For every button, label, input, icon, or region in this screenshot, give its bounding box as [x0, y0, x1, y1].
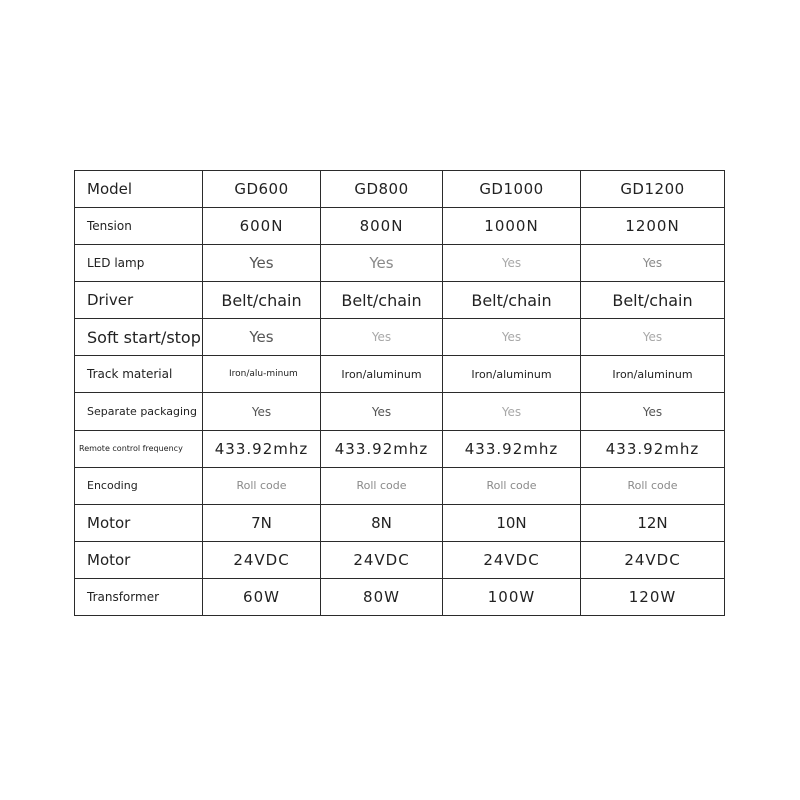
- value-cell: Belt/chain: [443, 282, 581, 319]
- value-cell: Iron/aluminum: [443, 356, 581, 393]
- row-label-cell: Track material: [75, 356, 203, 393]
- value-cell: Yes: [321, 319, 443, 356]
- table-row: [75, 356, 725, 393]
- value-cell: Yes: [581, 393, 725, 430]
- table-row: [75, 393, 725, 430]
- row-label-cell: Tension: [75, 208, 203, 245]
- value-cell: Yes: [581, 319, 725, 356]
- value-cell: 10N: [443, 504, 581, 541]
- value-cell: Yes: [203, 319, 321, 356]
- value-cell: 60W: [203, 578, 321, 615]
- row-label-cell: LED lamp: [75, 245, 203, 282]
- value-cell: Yes: [203, 393, 321, 430]
- value-cell: Roll code: [581, 467, 725, 504]
- row-label-cell: Driver: [75, 282, 203, 319]
- spec-table: [74, 170, 725, 616]
- model-cell: GD800: [321, 171, 443, 208]
- value-cell: Iron/aluminum: [581, 356, 725, 393]
- row-label-cell: Remote control frequency: [75, 430, 203, 467]
- value-cell: 24VDC: [203, 541, 321, 578]
- row-label-cell: Motor: [75, 504, 203, 541]
- value-cell: Yes: [443, 319, 581, 356]
- row-label-cell: Transformer: [75, 578, 203, 615]
- value-cell: 1000N: [443, 208, 581, 245]
- row-label-cell: Motor: [75, 541, 203, 578]
- value-cell: Roll code: [443, 467, 581, 504]
- header-label-cell: Model: [75, 171, 203, 208]
- value-cell: 24VDC: [443, 541, 581, 578]
- value-cell: Belt/chain: [321, 282, 443, 319]
- table-header-row: [75, 171, 725, 208]
- row-label-cell: Encoding: [75, 467, 203, 504]
- value-cell: 7N: [203, 504, 321, 541]
- value-cell: Yes: [443, 393, 581, 430]
- value-cell: 600N: [203, 208, 321, 245]
- value-cell: 24VDC: [321, 541, 443, 578]
- value-cell: 100W: [443, 578, 581, 615]
- value-cell: 1200N: [581, 208, 725, 245]
- value-cell: Yes: [443, 245, 581, 282]
- value-cell: 433.92mhz: [321, 430, 443, 467]
- value-cell: Yes: [321, 245, 443, 282]
- value-cell: 24VDC: [581, 541, 725, 578]
- value-cell: Roll code: [321, 467, 443, 504]
- value-cell: Belt/chain: [203, 282, 321, 319]
- model-cell: GD600: [203, 171, 321, 208]
- value-cell: 433.92mhz: [203, 430, 321, 467]
- value-cell: Yes: [203, 245, 321, 282]
- row-label-cell: Separate packaging: [75, 393, 203, 430]
- value-cell: Iron/alu-minum: [203, 356, 321, 393]
- value-cell: 8N: [321, 504, 443, 541]
- value-cell: 800N: [321, 208, 443, 245]
- table-row: [75, 282, 725, 319]
- model-cell: GD1000: [443, 171, 581, 208]
- table-row: [75, 541, 725, 578]
- value-cell: Roll code: [203, 467, 321, 504]
- table-row: [75, 245, 725, 282]
- value-cell: 80W: [321, 578, 443, 615]
- value-cell: 120W: [581, 578, 725, 615]
- value-cell: Iron/aluminum: [321, 356, 443, 393]
- value-cell: Yes: [581, 245, 725, 282]
- table-row: [75, 504, 725, 541]
- table-row: [75, 578, 725, 615]
- value-cell: 433.92mhz: [581, 430, 725, 467]
- table-row: [75, 467, 725, 504]
- value-cell: 433.92mhz: [443, 430, 581, 467]
- table-row: [75, 430, 725, 467]
- table-row: [75, 319, 725, 356]
- row-label-cell: Soft start/stop: [75, 319, 203, 356]
- table-row: [75, 208, 725, 245]
- value-cell: Yes: [321, 393, 443, 430]
- value-cell: 12N: [581, 504, 725, 541]
- model-cell: GD1200: [581, 171, 725, 208]
- value-cell: Belt/chain: [581, 282, 725, 319]
